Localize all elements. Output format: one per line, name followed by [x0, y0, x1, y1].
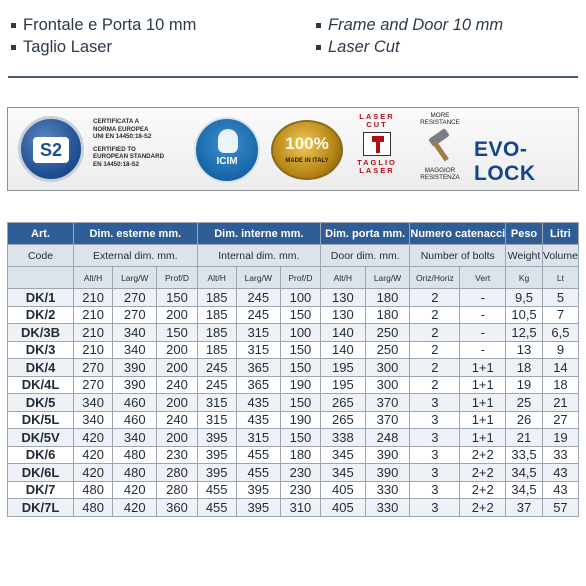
table-cell: 240 [157, 376, 197, 394]
cert-en-line: EUROPEAN STANDARD [93, 153, 165, 161]
article-code-cell: DK/5V [8, 429, 74, 447]
cert-en-line: EN 14450:18-S2 [93, 160, 140, 168]
table-cell: 43 [542, 481, 578, 499]
table-cell: 2+2 [460, 481, 506, 499]
table-cell: 395 [197, 464, 236, 482]
resistance-icon [410, 112, 470, 181]
table-cell: 185 [197, 324, 236, 342]
resist-top-line: MORE [430, 112, 450, 119]
table-cell: 300 [365, 359, 410, 377]
table-cell: 18 [542, 376, 578, 394]
table-row [8, 359, 579, 377]
table-cell: 130 [321, 306, 366, 324]
table-cell: 9,5 [506, 289, 543, 307]
table-cell: 19 [506, 376, 543, 394]
table-cell: 210 [74, 341, 113, 359]
table-cell: 315 [236, 429, 280, 447]
table-cell: 390 [113, 359, 157, 377]
table-cell: 315 [236, 324, 280, 342]
table-cell: 3 [410, 429, 460, 447]
table-cell: 270 [74, 376, 113, 394]
header-cell: Larg/W [365, 267, 410, 289]
table-cell: 405 [321, 499, 366, 517]
table-cell: 240 [157, 411, 197, 429]
table-cell: 248 [365, 429, 410, 447]
table-cell: 18 [506, 359, 543, 377]
made-text: MADE IN ITALY [285, 158, 329, 164]
table-cell: 1+1 [460, 394, 506, 412]
table-cell: 130 [321, 289, 366, 307]
table-cell: 7 [542, 306, 578, 324]
table-cell: 2 [410, 376, 460, 394]
certification-text [93, 118, 193, 169]
table-cell: 34,5 [506, 464, 543, 482]
features-italian [8, 14, 196, 58]
header-cell: Number of bolts [410, 245, 506, 267]
cert-it-line: UNI EN 14450:18-S2 [93, 133, 152, 141]
table-cell: - [460, 341, 506, 359]
table-cell: 33 [542, 446, 578, 464]
cert-it-line: CERTIFICATA A [93, 118, 140, 125]
table-cell: 43 [542, 464, 578, 482]
feature-text: Laser Cut [328, 37, 400, 56]
table-cell: 340 [113, 324, 157, 342]
header-cell: Lt [542, 267, 578, 289]
laser-bottom-line: LASER [359, 166, 395, 175]
table-cell: 180 [365, 289, 410, 307]
table-row [8, 306, 579, 324]
feature-line [313, 14, 503, 36]
table-cell: 435 [236, 394, 280, 412]
table-cell: 455 [197, 481, 236, 499]
table-row [8, 341, 579, 359]
table-cell: 420 [113, 481, 157, 499]
header-cell: Dim. interne mm. [197, 223, 320, 245]
table-cell: 19 [542, 429, 578, 447]
header-cell: Oriz/Horiz [410, 267, 460, 289]
feature-line [8, 36, 196, 58]
laser-cut-icon [352, 113, 402, 187]
table-row [8, 394, 579, 412]
table-cell: 405 [321, 481, 366, 499]
table-cell: 13 [506, 341, 543, 359]
header-row-subunits [8, 267, 579, 289]
divider [8, 76, 578, 78]
table-cell: 2 [410, 359, 460, 377]
table-cell: 200 [157, 394, 197, 412]
table-cell: 210 [74, 289, 113, 307]
table-cell: 245 [197, 376, 236, 394]
table-cell: 330 [365, 499, 410, 517]
table-cell: - [460, 306, 506, 324]
table-cell: 455 [236, 446, 280, 464]
header-cell: Volume [542, 245, 578, 267]
header-row-italian [8, 223, 579, 245]
header-cell: Internal dim. mm. [197, 245, 320, 267]
table-cell: 360 [157, 499, 197, 517]
table-cell: 150 [280, 306, 320, 324]
article-code-cell: DK/5 [8, 394, 74, 412]
table-cell: 180 [280, 446, 320, 464]
table-cell: 315 [197, 411, 236, 429]
table-cell: 390 [365, 446, 410, 464]
table-cell: 395 [197, 429, 236, 447]
article-code-cell: DK/3B [8, 324, 74, 342]
article-code-cell: DK/3 [8, 341, 74, 359]
table-row [8, 376, 579, 394]
table-cell: 6,5 [542, 324, 578, 342]
table-cell: 150 [280, 359, 320, 377]
table-cell: 345 [321, 464, 366, 482]
feature-text: Frontale e Porta 10 mm [23, 15, 197, 34]
feature-bullets [8, 14, 578, 62]
table-cell: 210 [74, 324, 113, 342]
table-cell: 210 [74, 306, 113, 324]
header-cell: Code [8, 245, 74, 267]
table-cell: 2 [410, 341, 460, 359]
table-cell: 265 [321, 394, 366, 412]
table-cell: 340 [74, 411, 113, 429]
table-cell: 345 [321, 446, 366, 464]
table-cell: 140 [321, 324, 366, 342]
table-cell: 250 [365, 324, 410, 342]
table-cell: 200 [157, 341, 197, 359]
header-row-english [8, 245, 579, 267]
feature-text: Taglio Laser [23, 37, 112, 56]
header-cell: Alt/H [197, 267, 236, 289]
cert-en-line: CERTIFIED TO [93, 145, 136, 153]
table-cell: - [460, 289, 506, 307]
table-cell: 2+2 [460, 499, 506, 517]
table-cell: 420 [74, 429, 113, 447]
table-cell: 270 [113, 306, 157, 324]
table-cell: 280 [157, 464, 197, 482]
specs-table [7, 222, 579, 517]
table-cell: 185 [197, 341, 236, 359]
table-cell: 3 [410, 446, 460, 464]
table-cell: 150 [157, 289, 197, 307]
table-cell: 25 [506, 394, 543, 412]
table-cell: 2+2 [460, 446, 506, 464]
table-row [8, 464, 579, 482]
table-row [8, 324, 579, 342]
article-code-cell: DK/5L [8, 411, 74, 429]
made-in-italy-seal-icon [271, 120, 343, 180]
table-cell: 270 [74, 359, 113, 377]
header-cell: Numero catenacci [410, 223, 506, 245]
header-cell: Art. [8, 223, 74, 245]
header-cell: Peso [506, 223, 543, 245]
table-cell: 420 [113, 499, 157, 517]
table-cell: 460 [113, 394, 157, 412]
bullet-icon [11, 23, 16, 28]
table-cell: 3 [410, 394, 460, 412]
header-cell: Door dim. mm. [321, 245, 410, 267]
table-cell: 390 [113, 376, 157, 394]
table-cell: 245 [197, 359, 236, 377]
table-cell: 250 [365, 341, 410, 359]
article-code-cell: DK/4L [8, 376, 74, 394]
table-cell: 435 [236, 411, 280, 429]
made-percent: 100% [285, 134, 329, 153]
laser-top-line: LASER [359, 112, 395, 121]
table-cell: 5 [542, 289, 578, 307]
table-cell: - [460, 324, 506, 342]
table-cell: 480 [74, 481, 113, 499]
bullet-icon [316, 45, 321, 50]
features-english [313, 14, 503, 58]
table-cell: 2 [410, 289, 460, 307]
table-cell: 420 [74, 446, 113, 464]
header-cell: Dim. esterne mm. [74, 223, 198, 245]
article-code-cell: DK/2 [8, 306, 74, 324]
table-cell: 1+1 [460, 411, 506, 429]
header-cell: External dim. mm. [74, 245, 198, 267]
hammer-icon [424, 130, 456, 164]
table-cell: 26 [506, 411, 543, 429]
article-code-cell: DK/7 [8, 481, 74, 499]
table-cell: 370 [365, 394, 410, 412]
s2-label: S2 [33, 137, 69, 163]
table-cell: 2+2 [460, 464, 506, 482]
header-cell: Larg/W [113, 267, 157, 289]
table-row [8, 289, 579, 307]
feature-line [313, 36, 503, 58]
table-cell: 100 [280, 324, 320, 342]
table-cell: 1+1 [460, 376, 506, 394]
table-cell: 395 [197, 446, 236, 464]
resist-top-line: RESISTANCE [420, 119, 460, 126]
header-cell: Weight [506, 245, 543, 267]
table-cell: 21 [506, 429, 543, 447]
table-cell: 480 [113, 446, 157, 464]
header-cell: Alt/H [74, 267, 113, 289]
table-cell: 185 [197, 306, 236, 324]
table-row [8, 429, 579, 447]
table-cell: 315 [236, 341, 280, 359]
table-cell: 100 [280, 289, 320, 307]
table-cell: 300 [365, 376, 410, 394]
table-cell: 200 [157, 359, 197, 377]
table-cell: 390 [365, 464, 410, 482]
table-cell: 2 [410, 324, 460, 342]
table-cell: 3 [410, 481, 460, 499]
table-cell: 150 [157, 324, 197, 342]
cert-it-line: NORMA EUROPEA [93, 125, 149, 133]
table-row [8, 446, 579, 464]
table-cell: 21 [542, 394, 578, 412]
resist-bottom-line: RESISTENZA [420, 174, 460, 181]
header-cell: Kg [506, 267, 543, 289]
s2-certified-seal-icon [18, 116, 84, 182]
table-cell: 140 [321, 341, 366, 359]
table-cell: 57 [542, 499, 578, 517]
table-cell: 420 [74, 464, 113, 482]
table-cell: 270 [113, 289, 157, 307]
bullet-icon [316, 23, 321, 28]
certification-banner [7, 107, 579, 191]
table-cell: 480 [113, 464, 157, 482]
table-cell: 150 [280, 429, 320, 447]
table-cell: 10,5 [506, 306, 543, 324]
icim-logo-icon [194, 117, 260, 183]
table-cell: 3 [410, 411, 460, 429]
laser-glyph [363, 132, 391, 156]
laser-bottom-line: TAGLIO [357, 158, 397, 167]
header-cell: Litri [542, 223, 578, 245]
table-cell: 33,5 [506, 446, 543, 464]
table-cell: 230 [280, 481, 320, 499]
table-cell: 195 [321, 376, 366, 394]
table-row [8, 411, 579, 429]
table-cell: 200 [157, 306, 197, 324]
table-cell: 12,5 [506, 324, 543, 342]
table-row [8, 499, 579, 517]
table-cell: 37 [506, 499, 543, 517]
table-cell: 230 [280, 464, 320, 482]
table-row [8, 481, 579, 499]
header-cell: Dim. porta mm. [321, 223, 410, 245]
article-code-cell: DK/6 [8, 446, 74, 464]
table-cell: 480 [74, 499, 113, 517]
table-cell: 280 [157, 481, 197, 499]
table-cell: 3 [410, 499, 460, 517]
table-cell: 395 [236, 499, 280, 517]
feature-text: Frame and Door 10 mm [328, 15, 504, 34]
table-cell: 395 [236, 481, 280, 499]
table-cell: 9 [542, 341, 578, 359]
table-cell: 150 [280, 394, 320, 412]
evo-lock-logo: EVO-LOCK [474, 138, 536, 185]
table-cell: 455 [236, 464, 280, 482]
article-code-cell: DK/7L [8, 499, 74, 517]
header-cell [8, 267, 74, 289]
table-cell: 1+1 [460, 429, 506, 447]
table-cell: 150 [280, 341, 320, 359]
table-cell: 315 [197, 394, 236, 412]
table-cell: 1+1 [460, 359, 506, 377]
table-cell: 230 [157, 446, 197, 464]
icim-label: ICIM [216, 156, 238, 167]
table-cell: 200 [157, 429, 197, 447]
table-cell: 3 [410, 464, 460, 482]
article-code-cell: DK/4 [8, 359, 74, 377]
table-cell: 330 [365, 481, 410, 499]
table-cell: 190 [280, 411, 320, 429]
header-cell: Prof/D [280, 267, 320, 289]
header-cell: Vert [460, 267, 506, 289]
table-cell: 340 [113, 341, 157, 359]
table-cell: 180 [365, 306, 410, 324]
table-cell: 245 [236, 289, 280, 307]
header-cell: Larg/W [236, 267, 280, 289]
table-cell: 195 [321, 359, 366, 377]
table-cell: 245 [236, 306, 280, 324]
header-cell: Alt/H [321, 267, 366, 289]
table-cell: 460 [113, 411, 157, 429]
table-cell: 455 [197, 499, 236, 517]
resist-bottom-line: MAGGIOR [424, 167, 456, 174]
header-cell: Prof/D [157, 267, 197, 289]
table-cell: 340 [74, 394, 113, 412]
bullet-icon [11, 45, 16, 50]
laser-top-line: CUT [366, 120, 388, 129]
table-cell: 265 [321, 411, 366, 429]
table-cell: 338 [321, 429, 366, 447]
table-cell: 340 [113, 429, 157, 447]
table-cell: 34,5 [506, 481, 543, 499]
feature-line [8, 14, 196, 36]
table-cell: 370 [365, 411, 410, 429]
table-cell: 14 [542, 359, 578, 377]
article-code-cell: DK/6L [8, 464, 74, 482]
article-code-cell: DK/1 [8, 289, 74, 307]
table-cell: 185 [197, 289, 236, 307]
table-cell: 2 [410, 306, 460, 324]
table-cell: 365 [236, 359, 280, 377]
table-cell: 190 [280, 376, 320, 394]
table-cell: 27 [542, 411, 578, 429]
table-cell: 365 [236, 376, 280, 394]
table-cell: 310 [280, 499, 320, 517]
